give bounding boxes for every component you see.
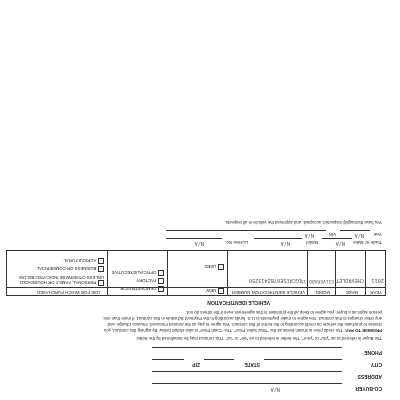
business-use-option[interactable] bbox=[37, 266, 104, 272]
col-header-make: MAKE bbox=[345, 290, 358, 295]
tradein-model-label: Model bbox=[306, 240, 318, 245]
business-use-option-label: BUSINESS OR COMMERCIAL bbox=[36, 265, 97, 271]
tradein-year-label: Year bbox=[373, 232, 382, 237]
col-header-vin: VEHICLE IDENTIFICATION NUMBER bbox=[231, 290, 305, 295]
official-executive-option[interactable] bbox=[112, 270, 164, 276]
tradein-model-line bbox=[254, 238, 302, 239]
promise-line: choose to purchase the vehicle on credit according to the terms of this contract. You agree to pay us the Amount Financed, Finance Charge, and bbox=[107, 322, 382, 327]
col-header-year: YEAR bbox=[370, 290, 382, 295]
vehicle-year: 2011 bbox=[371, 277, 384, 283]
tradein-make-label: Trade-In: Make bbox=[353, 240, 382, 245]
promise-line: The credit price is shown below as the "Total Sales Price". The "Cash Price" is also shown below. By signing this contract, you bbox=[103, 328, 343, 333]
co-buyer-label: CO-BUYER bbox=[355, 385, 382, 391]
inspection-statement: You have thoroughly inspected, accepted, and approved the vehicle in all respects. bbox=[224, 220, 382, 225]
new-option-label: NEW bbox=[206, 287, 217, 293]
checkbox-icon bbox=[218, 288, 224, 294]
city-label: CITY bbox=[370, 361, 382, 367]
tradein-vin-label: VIN bbox=[328, 232, 336, 237]
agricultural-use-option-label: AGRICULTURAL bbox=[63, 257, 97, 263]
tradein-license-label: License No. bbox=[225, 240, 248, 245]
promise-line: any other charges in this contract. You agree to make payments in U.S. funds according to the Payment Schedule in this contract. If more than one bbox=[103, 316, 382, 321]
state-line bbox=[204, 359, 234, 360]
checkbox-icon bbox=[98, 280, 104, 286]
zip-line bbox=[152, 359, 184, 360]
used-option-label: USED bbox=[204, 263, 217, 269]
co-buyer-value: N/A bbox=[270, 386, 280, 392]
used-option[interactable] bbox=[204, 264, 224, 270]
checkbox-icon bbox=[98, 258, 104, 264]
vehicle-model: SILVERADO 15 bbox=[300, 278, 334, 283]
new-option[interactable] bbox=[206, 288, 224, 294]
demonstrator-option-label: DEMONSTRATOR bbox=[120, 285, 157, 291]
address-line bbox=[152, 371, 342, 372]
column-divider bbox=[107, 250, 108, 296]
phone-line bbox=[152, 347, 342, 348]
promise-line: person signs as a buyer, you agree to keep all the promises in this agreement even if the others do not. bbox=[185, 310, 382, 315]
tradein-license-value: N/A bbox=[194, 240, 204, 246]
phone-label: PHONE bbox=[364, 349, 382, 355]
factory-option[interactable] bbox=[136, 278, 164, 284]
checkbox-icon bbox=[98, 266, 104, 272]
vehicle-make: CHEVROLET bbox=[335, 277, 364, 283]
state-label: STATE bbox=[244, 361, 260, 367]
vehicle-section-title: VEHICLE IDENTIFICATION bbox=[207, 299, 270, 305]
tradein-year-value: N/A bbox=[354, 232, 364, 238]
col-header-use: USE FOR WHICH PURCHASED bbox=[36, 290, 100, 295]
column-divider bbox=[335, 250, 336, 296]
agricultural-use-option[interactable] bbox=[64, 258, 104, 264]
column-divider bbox=[167, 250, 168, 296]
column-divider bbox=[365, 250, 366, 296]
checkbox-icon bbox=[218, 264, 224, 270]
zip-label: ZIP bbox=[192, 361, 200, 367]
intro-text: The Buyer is referred to as "you" or "your". The Seller is referred to as "we" or "us". This contract may be transferred by the Seller. bbox=[135, 336, 382, 341]
checkbox-icon bbox=[158, 278, 164, 284]
column-divider bbox=[227, 250, 228, 296]
column-divider bbox=[307, 250, 308, 296]
tradein-make-value: N/A bbox=[335, 240, 345, 246]
checkbox-icon bbox=[158, 270, 164, 276]
vehicle-vin: 1GCRCSE07BZ413250 bbox=[248, 277, 302, 283]
demonstrator-option[interactable] bbox=[120, 286, 164, 292]
tradein-vin-line bbox=[166, 230, 326, 231]
personal-use-option-label: PERSONAL, FAMILY OR HOUSEHOLD, UNLESS OTHERWISE INDICATED BELOW bbox=[18, 274, 104, 285]
address-label: ADDRESS bbox=[357, 373, 382, 379]
tradein-model-value: N/A bbox=[280, 240, 290, 246]
city-line bbox=[264, 359, 342, 360]
factory-option-label: FACTORY bbox=[136, 277, 157, 283]
col-header-model: MODEL bbox=[314, 290, 330, 295]
personal-use-option[interactable] bbox=[10, 274, 104, 286]
vehicle-header-rule bbox=[6, 287, 386, 288]
checkbox-icon bbox=[158, 286, 164, 292]
promise-heading: PROMISE TO PAY: bbox=[344, 328, 382, 333]
co-buyer-line bbox=[152, 383, 342, 384]
official-executive-option-label: OFFICIAL/EXECUTIVE bbox=[111, 269, 157, 275]
tradein-vin-value: N/A bbox=[304, 232, 314, 238]
